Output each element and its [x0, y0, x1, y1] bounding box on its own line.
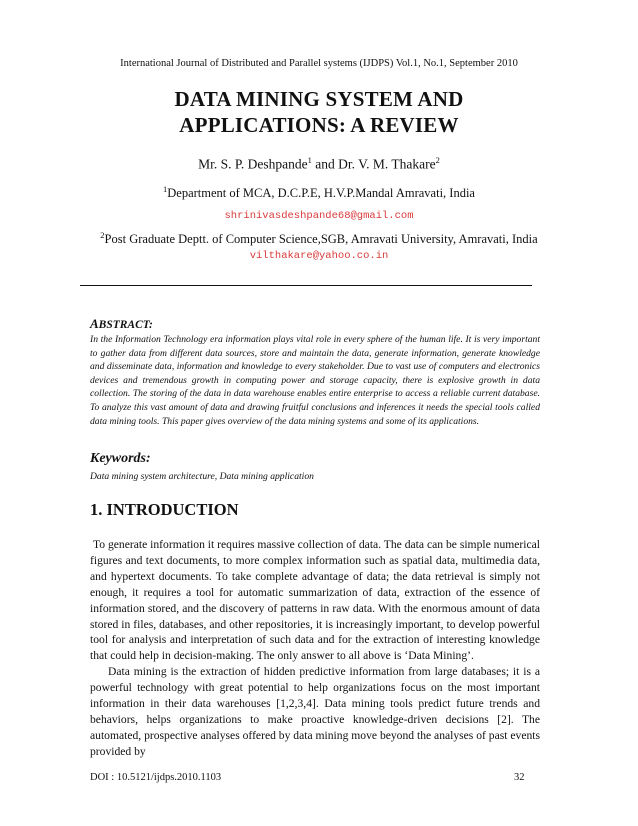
title-line-1: DATA MINING SYSTEM AND [174, 87, 464, 111]
header-divider [80, 285, 532, 286]
intro-paragraph-1: To generate information it requires massive collection of data. The data can be simple numerical figures and text documents, to more complex information such as spatial data, multimedia data, and hypertext documents. To take complete advantage of data; the data retrieval is simply not enough, it requires a tool for automatic summarization of data, extraction of the essence of information stored, and the discovery of patterns in raw data. With the enormous amount of data stored in files, databases, and other repositories, it is increasingly important, to develop powerful tool for analysis and interpretation of such data and for the extraction of interesting knowledge that could help in decision-making. The only answer to all above is ‘Data Mining’. [90, 538, 540, 663]
abstract-heading-rest: BSTRACT: [98, 319, 153, 331]
abstract-heading-initial: A [90, 316, 99, 331]
journal-header: International Journal of Distributed and Parallel systems (IJDPS) Vol.1, No.1, September 2010 [120, 58, 518, 69]
affiliation-1-text: Department of MCA, D.C.P.E, H.V.P.Mandal Amravati, India [167, 186, 475, 201]
author-2-sup: 2 [435, 155, 440, 165]
title-line-2: APPLICATIONS: A REVIEW [179, 113, 459, 137]
keywords-text: Data mining system architecture, Data mining application [90, 471, 314, 482]
keywords-heading: Keywords: [90, 451, 151, 466]
author-1-name: Mr. S. P. Deshpande [198, 156, 308, 172]
affiliation-1-sup: 1 [163, 184, 168, 194]
introduction-body [90, 537, 540, 760]
paper-title [0, 86, 638, 138]
email-2-link[interactable]: vilthakare@yahoo.co.in [249, 250, 389, 262]
intro-paragraph-2: Data mining is the extraction of hidden predictive information from large databases; it is a powerful technology with great potential to help organizations focus on the most important information in their data warehouses [1,2,3,4]. Data mining tools predict future trends and behaviors, helps organizations to make proactive knowledge-driven decisions [2]. The automated, prospective analyses offered by data mining move beyond the analyses of past events provided by [90, 665, 540, 758]
abstract-text: In the Information Technology era information plays vital role in every sphere of the human life. It is very important to gather data from different data sources, store and maintain the data, generate information, generate knowledge and disseminate data, information and knowledge to every stakeholder. Due to vast use of computers and electronics devices and tremendous growth in computing power and storage capacity, there is explosive growth in data collection. The storing of the data in data warehouse enables entire enterprise to access a reliable current database. To analyze this vast amount of data and drawing fruitful conclusions and inferences it needs the special tools called data mining tools. This paper gives overview of the data mining systems and some of its applications. [90, 334, 540, 427]
email-1-link[interactable]: shrinivasdeshpande68@gmail.com [224, 210, 414, 222]
page-number: 32 [514, 772, 525, 783]
abstract-heading [90, 316, 153, 332]
section-heading-introduction: 1. INTRODUCTION [90, 500, 239, 519]
affiliation-1 [0, 184, 638, 201]
author-2-name: Dr. V. M. Thakare [338, 156, 436, 172]
author-line [0, 155, 638, 173]
affiliation-2-sup: 2 [100, 230, 105, 240]
affiliation-2-text: Post Graduate Deptt. of Computer Science,SGB, Amravati University, Amravati, India [104, 232, 538, 247]
footer-doi: DOI : 10.5121/ijdps.2010.1103 [90, 772, 222, 783]
author-1-sup: 1 [307, 155, 312, 165]
author-joiner: and [311, 156, 339, 172]
affiliation-2 [0, 230, 638, 247]
